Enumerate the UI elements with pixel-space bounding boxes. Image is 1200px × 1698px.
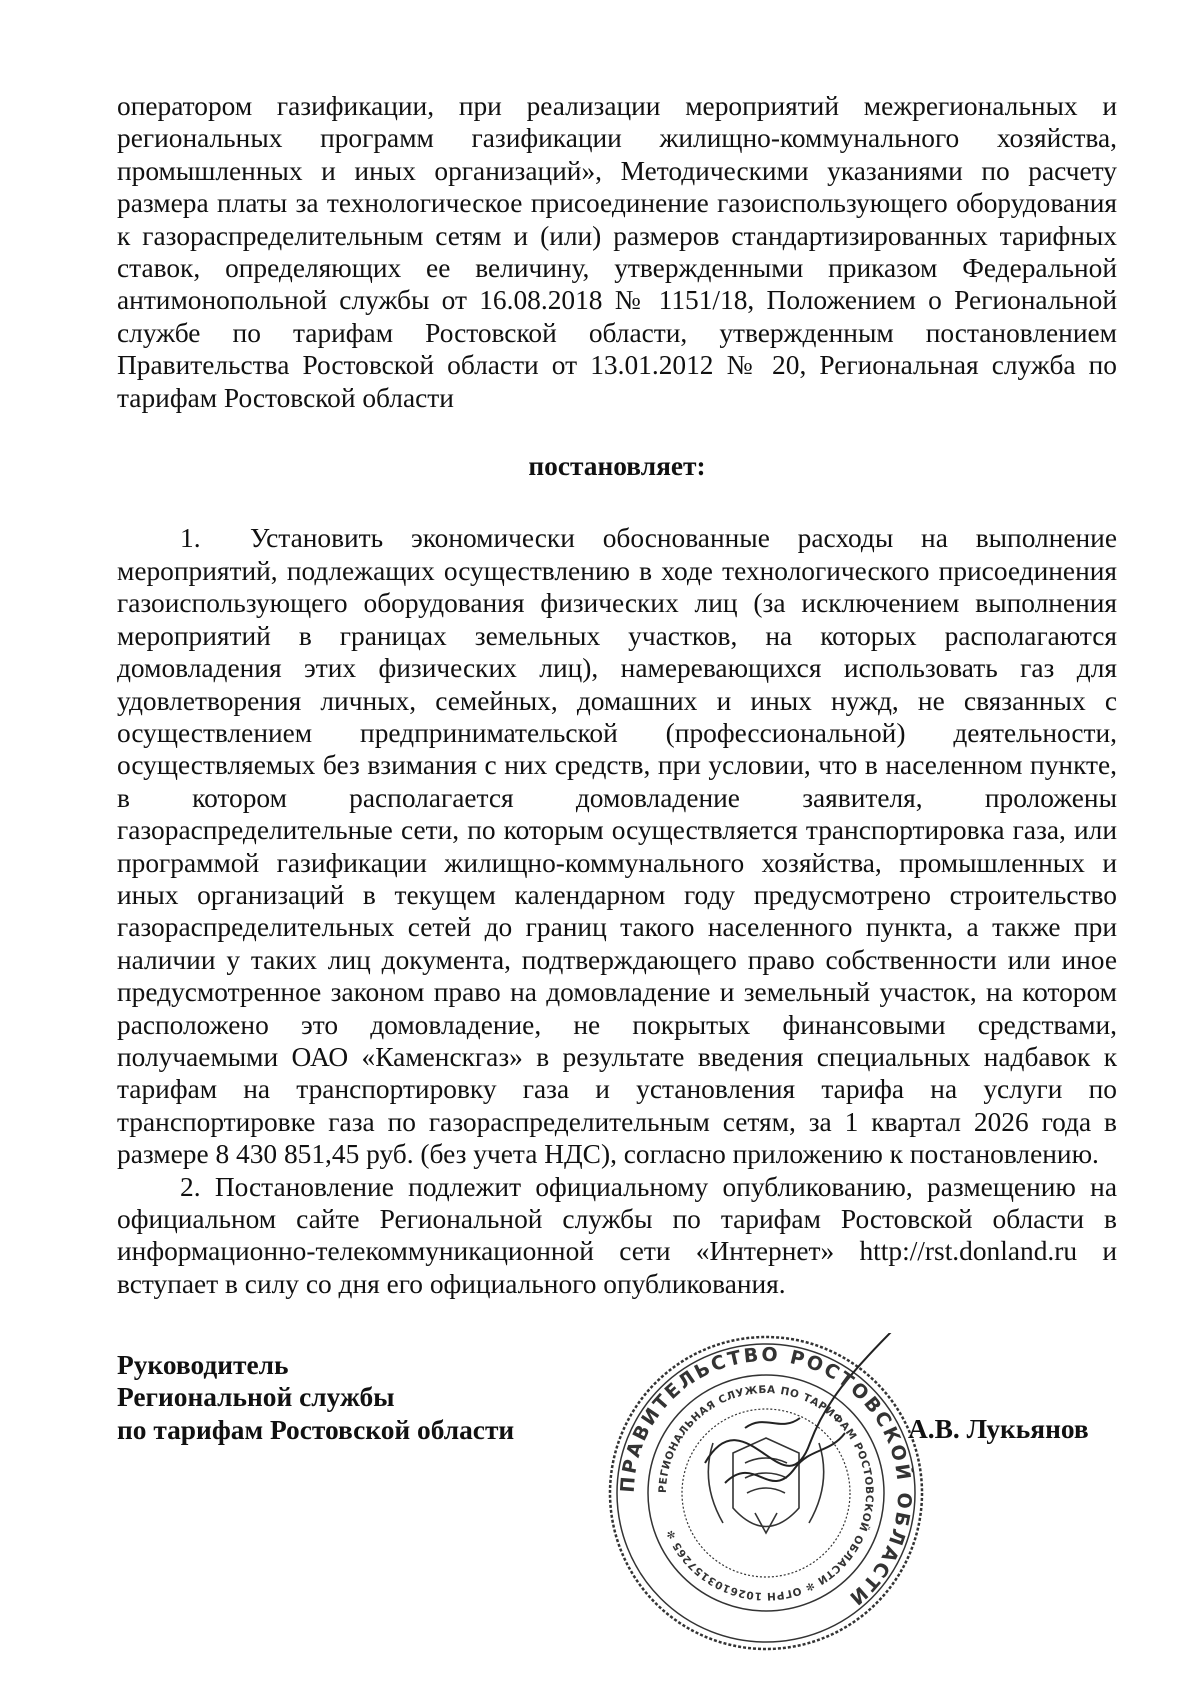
signature-block <box>117 1343 1117 1649</box>
signatory-title-line-2: Региональной службы <box>117 1382 395 1413</box>
item-2-text: Постановление подлежит официальному опубликованию, размещению на официальном сайте Региональной службы по тарифам Ростовской области в информационно-телекоммуникационной сети «Интернет» http://rst.donland.ru и вступает в силу со дня его официального опубликования. <box>117 1171 1117 1299</box>
signatory-name: А.В. Лукьянов <box>908 1414 1089 1444</box>
item-1-text: Установить экономически обоснованные расходы на выполнение мероприятий, подлежащих осуществлению в ходе технологического присоединения газоиспользующего оборудования физических лиц (за исключением выполнения мероприятий в границах земельных участков, на которых располагаются домовладения этих физических лиц), намеревающихся использовать газ для удовлетворения личных, семейных, домашних и иных нужд, не связанных с осуществлением предпринимательской (профессиональной) деятельности, осуществляемых без взимания с них средств, при условии, что в населенном пункте, в котором располагается домовладение заявителя, проложены газораспределительные сети, по которым осуществляется транспортировка газа, или программой газификации жилищно-коммунального хозяйства, промышленных и иных организаций в текущем календарном году предусмотрено строительство газораспределительных сетей до границ такого населенного пункта, а также при наличии у таких лиц документа, подтверждающего право собственности или иное предусмотренное законом право на домовладение и земельный участок, на котором расположено это домовладение, не покрытых финансовыми средствами, получаемыми ОАО «Каменскгаз» в результате введения специальных надбавок к тарифам на транспортировку газа и установления тарифа на услуги по транспортировке газа по газораспределительным сетям, за 1 квартал 2026 года в размере 8 430 851,45 руб. (без учета НДС), согласно приложению к постановлению. <box>117 523 1117 1170</box>
item-2-number: 2. <box>180 1171 201 1202</box>
signatory-title-line-3: по тарифам Ростовской области <box>117 1414 515 1445</box>
decree-heading: постановляет: <box>528 451 706 482</box>
item-1 <box>117 522 1117 1170</box>
stamp-outer-text: ПРАВИТЕЛЬСТВО РОСТОВСКОЙ ОБЛАСТИ <box>616 1343 916 1611</box>
intro-paragraph: оператором газификации, при реализации мероприятий межрегиональных и региональных программ газификации жилищно-коммунального хозяйства, промышленных и иных организаций», Методическими указаниями по расчету размера платы за технологическое присоединение газоиспользующего оборудования к газораспределительным сетям и (или) размеров стандартизированных тарифных ставок, определяющих ее величину, утвержденными приказом Федеральной антимонопольной службы от 16.08.2018 № 1151/18, Положением о Региональной службе по тарифам Ростовской области, утвержденным постановлением Правительства Ростовской области от 13.01.2012 № 20, Региональная служба по тарифам Ростовской области <box>117 91 1117 413</box>
stamp-inner-text: РЕГИОНАЛЬНАЯ СЛУЖБА ПО ТАРИФАМ РОСТОВСКОЙ ОБЛАСТИ ✻ ОГРН 1026103157265 ✻ <box>656 1383 876 1603</box>
item-2 <box>117 1171 1117 1301</box>
official-seal-stamp <box>595 1333 937 1653</box>
signatory-title-line-1: Руководитель <box>117 1350 289 1380</box>
item-1-number: 1. <box>180 523 201 554</box>
document-body <box>117 90 1117 1300</box>
svg-text:РЕГИОНАЛЬНАЯ СЛУЖБА ПО ТАРИФАМ <box>657 1384 875 1602</box>
